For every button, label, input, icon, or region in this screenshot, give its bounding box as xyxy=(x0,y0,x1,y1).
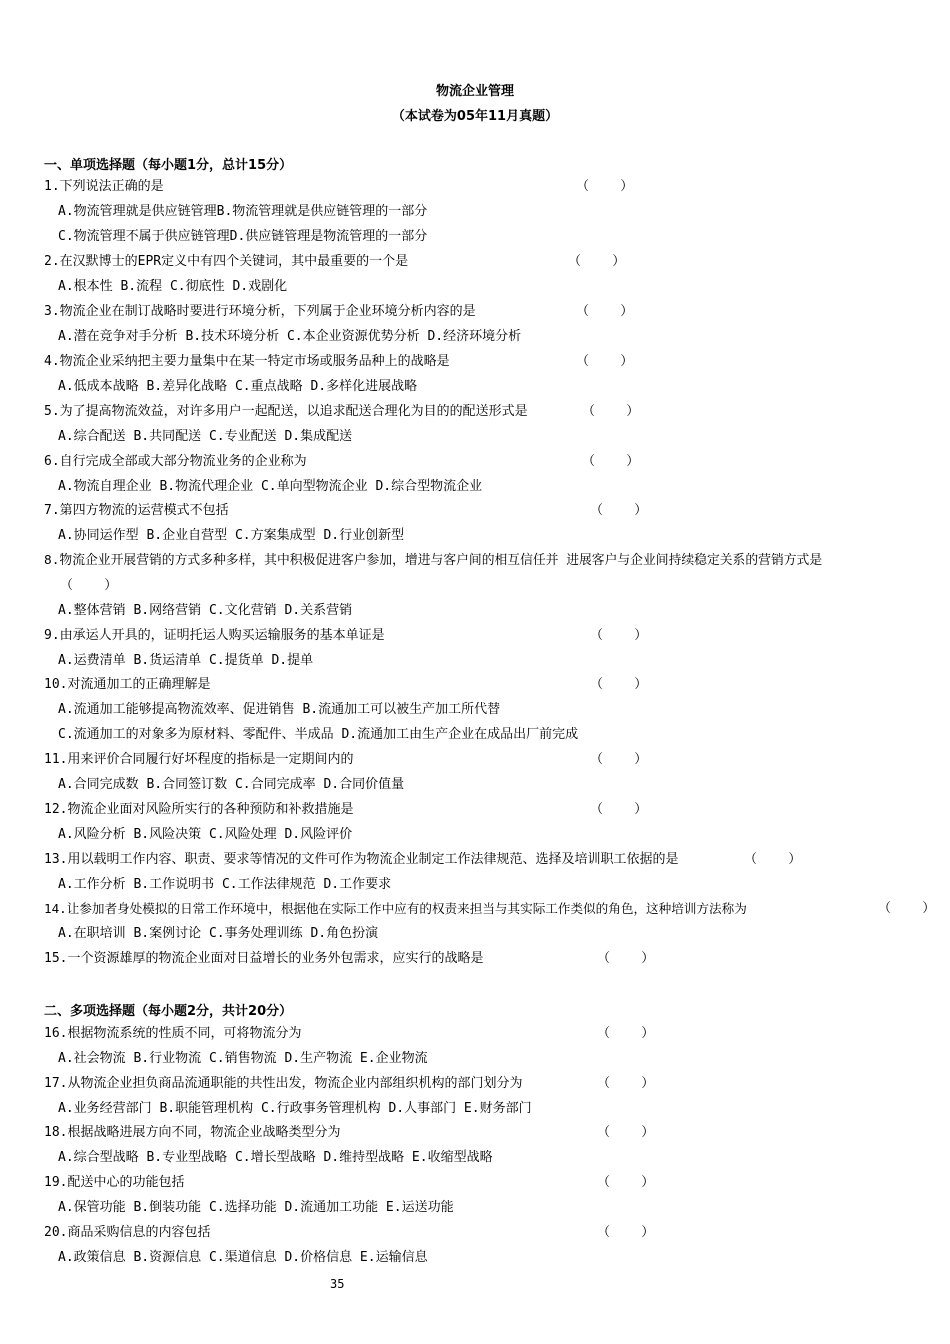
question-5-options: A.综合配送 B.共同配送 C.专业配送 D.集成配送 xyxy=(58,429,353,444)
question-15: 15.一个资源雄厚的物流企业面对日益增长的业务外包需求，应实行的战略是 xyxy=(44,951,484,966)
question-19: 19.配送中心的功能包括 xyxy=(44,1175,185,1190)
question-17: 17.从物流企业担负商品流通职能的共性出发，物流企业内部组织机构的部门划分为 xyxy=(44,1076,523,1091)
question-1: 1.下列说法正确的是 xyxy=(44,179,164,194)
question-16-options: A.社会物流 B.行业物流 C.销售物流 D.生产物流 E.企业物流 xyxy=(58,1051,428,1066)
answer-blank-16: （ ） xyxy=(597,1026,655,1041)
answer-blank-12: （ ） xyxy=(590,802,648,817)
answer-blank-20: （ ） xyxy=(597,1225,655,1240)
answer-blank-11: （ ） xyxy=(590,752,648,767)
question-4-options: A.低成本战略 B.差异化战略 C.重点战略 D.多样化进展战略 xyxy=(58,379,418,394)
question-20-options: A.政策信息 B.资源信息 C.渠道信息 D.价格信息 E.运输信息 xyxy=(58,1250,428,1265)
question-17-options: A.业务经营部门 B.职能管理机构 C.行政事务管理机构 D.人事部门 E.财务部门 xyxy=(58,1101,532,1116)
question-11: 11.用来评价合同履行好坏程度的指标是一定期间内的 xyxy=(44,752,354,767)
answer-blank-14: （ ） xyxy=(878,901,936,916)
question-12: 12.物流企业面对风险所实行的各种预防和补救措施是 xyxy=(44,802,354,817)
question-10-options-row-2: C.流通加工的对象多为原材料、零配件、半成品 D.流通加工由生产企业在成品出厂前完成 xyxy=(58,727,579,742)
question-8-options: A.整体营销 B.网络营销 C.文化营销 D.关系营销 xyxy=(58,603,353,618)
question-7: 7.第四方物流的运营模式不包括 xyxy=(44,503,229,518)
question-10: 10.对流通加工的正确理解是 xyxy=(44,677,211,692)
answer-blank-8: （ ） xyxy=(60,578,118,593)
question-1-options-row-1: A.物流管理就是供应链管理B.物流管理就是供应链管理的一部分 xyxy=(58,204,428,219)
question-11-options: A.合同完成数 B.合同签订数 C.合同完成率 D.合同价值量 xyxy=(58,777,405,792)
question-12-options: A.风险分析 B.风险决策 C.风险处理 D.风险评价 xyxy=(58,827,353,842)
question-6-options: A.物流自理企业 B.物流代理企业 C.单向型物流企业 D.综合型物流企业 xyxy=(58,479,483,494)
question-6: 6.自行完成全部或大部分物流业务的企业称为 xyxy=(44,454,307,469)
question-19-options: A.保管功能 B.倒装功能 C.选择功能 D.流通加工功能 E.运送功能 xyxy=(58,1200,454,1215)
question-20: 20.商品采购信息的内容包括 xyxy=(44,1225,211,1240)
answer-blank-10: （ ） xyxy=(590,677,648,692)
answer-blank-9: （ ） xyxy=(590,628,648,643)
question-7-options: A.协同运作型 B.企业自营型 C.方案集成型 D.行业创新型 xyxy=(58,528,405,543)
answer-blank-4: （ ） xyxy=(576,354,634,369)
question-2-options: A.根本性 B.流程 C.彻底性 D.戏剧化 xyxy=(58,279,288,294)
question-8: 8.物流企业开展营销的方式多种多样，其中积极促进客户参加，增进与客户间的相互信任并 进展客户与企业间持续稳定关系的营销方式是 xyxy=(44,553,823,568)
document-subtitle: （本试卷为05年11月真题） xyxy=(391,109,559,124)
answer-blank-17: （ ） xyxy=(597,1076,655,1091)
question-14: 14.让参加者身处模拟的日常工作环境中，根据他在实际工作中应有的权责来担当与其实际工作类似的角色，这种培训方法称为 xyxy=(44,901,747,916)
section-heading-multiple-choice: 二、多项选择题（每小题2分，共计20分） xyxy=(44,1004,293,1019)
section-heading-single-choice: 一、单项选择题（每小题1分，总计15分） xyxy=(44,158,293,173)
question-3: 3.物流企业在制订战略时要进行环境分析，下列属于企业环境分析内容的是 xyxy=(44,304,476,319)
question-4: 4.物流企业采纳把主要力量集中在某一特定市场或服务品种上的战略是 xyxy=(44,354,450,369)
answer-blank-15: （ ） xyxy=(597,951,655,966)
question-3-options: A.潜在竞争对手分析 B.技术环境分析 C.本企业资源优势分析 D.经济环境分析 xyxy=(58,329,522,344)
answer-blank-3: （ ） xyxy=(576,304,634,319)
question-5: 5.为了提高物流效益，对许多用户一起配送，以追求配送合理化为目的的配送形式是 xyxy=(44,404,528,419)
question-1-options-row-2: C.物流管理不属于供应链管理D.供应链管理是物流管理的一部分 xyxy=(58,229,428,244)
answer-blank-18: （ ） xyxy=(597,1125,655,1140)
question-16: 16.根据物流系统的性质不同，可将物流分为 xyxy=(44,1026,302,1041)
question-18-options: A.综合型战略 B.专业型战略 C.增长型战略 D.维持型战略 E.收缩型战略 xyxy=(58,1150,493,1165)
answer-blank-6: （ ） xyxy=(582,454,640,469)
question-14-options: A.在职培训 B.案例讨论 C.事务处理训练 D.角色扮演 xyxy=(58,926,379,941)
answer-blank-1: （ ） xyxy=(576,179,634,194)
question-13-options: A.工作分析 B.工作说明书 C.工作法律规范 D.工作要求 xyxy=(58,877,392,892)
page-number: 35 xyxy=(330,1277,345,1291)
question-9: 9.由承运人开具的，证明托运人购买运输服务的基本单证是 xyxy=(44,628,385,643)
answer-blank-2: （ ） xyxy=(568,254,626,269)
answer-blank-5: （ ） xyxy=(582,404,640,419)
answer-blank-13: （ ） xyxy=(744,852,802,867)
question-13: 13.用以载明工作内容、职责、要求等情况的文件可作为物流企业制定工作法律规范、选择及培训职工依据的是 xyxy=(44,852,679,867)
question-10-options-row-1: A.流通加工能够提高物流效率、促进销售 B.流通加工可以被生产加工所代替 xyxy=(58,702,501,717)
answer-blank-7: （ ） xyxy=(590,503,648,518)
document-title: 物流企业管理 xyxy=(435,84,514,99)
question-2: 2.在汉默博士的EPR定义中有四个关键词，其中最重要的一个是 xyxy=(44,254,409,269)
question-9-options: A.运费清单 B.货运清单 C.提货单 D.提单 xyxy=(58,653,314,668)
question-18: 18.根据战略进展方向不同，物流企业战略类型分为 xyxy=(44,1125,341,1140)
answer-blank-19: （ ） xyxy=(597,1175,655,1190)
